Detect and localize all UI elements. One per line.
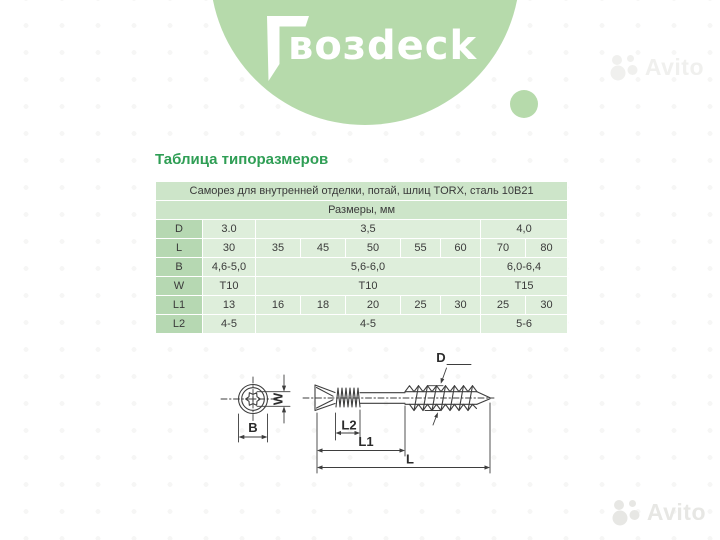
table-cell: 4,0 [481,220,568,239]
table-cell: 4-5 [256,315,481,334]
table-cell: 5,6-6,0 [256,258,481,277]
table-cell: T10 [203,277,256,296]
spec-table-rows [156,220,568,334]
table-cell: 25 [481,296,526,315]
dimension-label-l1: L1 [358,434,374,449]
table-cell: 45 [301,239,346,258]
brand-dot [510,90,538,118]
dimension-d [425,350,471,425]
table-cell: 5-6 [481,315,568,334]
spec-table [155,181,568,334]
table-cell: T10 [256,277,481,296]
dimension-label-l: L [406,451,414,467]
table-cell: 70 [481,239,526,258]
table-cell: 80 [526,239,568,258]
table-row-label: L2 [156,315,203,334]
table-row [156,277,568,296]
table-row-label: L [156,239,203,258]
dimension-l2 [336,410,361,440]
avito-watermark-bottom [610,497,706,527]
table-cell: 13 [203,296,256,315]
table-cell: 30 [526,296,568,315]
table-cell: 35 [256,239,301,258]
avito-logo-icon [610,497,644,527]
screw-diagram [215,348,507,482]
table-cell: 16 [256,296,301,315]
screw-head-top-view [221,375,290,442]
table-row [156,239,568,258]
table-row-label: W [156,277,203,296]
brand-logo-text: возdeck [288,23,478,69]
table-cell: 60 [441,239,481,258]
table-cell: 18 [301,296,346,315]
table-row-label: B [156,258,203,277]
table-cell: 3,5 [256,220,481,239]
page-title: Таблица типоразмеров [155,151,329,168]
table-cell: T15 [481,277,568,296]
table-title-cell: Саморез для внутренней отделки, потай, шлиц TORX, сталь 10В21 [156,182,568,201]
avito-watermark-top [608,52,704,82]
avito-logo-icon [608,52,642,82]
avito-watermark-label: Avito [646,498,706,525]
table-cell: 20 [346,296,401,315]
table-title-row [156,182,568,201]
table-cell: 25 [401,296,441,315]
dimension-label-l2: L2 [341,417,357,433]
table-row [156,258,568,277]
table-cell: 55 [401,239,441,258]
dimension-label-d: D [436,350,446,365]
dimension-l1 [317,406,405,473]
table-cell: 30 [203,239,256,258]
screw-side-view [303,385,494,411]
avito-watermark-label: Avito [644,53,704,80]
table-cell: 50 [346,239,401,258]
dimension-l [317,403,490,473]
dimension-label-w: W [270,392,286,406]
table-row [156,296,568,315]
table-cell: 4,6-5,0 [203,258,256,277]
table-units-row [156,201,568,220]
table-cell: 4-5 [203,315,256,334]
table-cell: 30 [441,296,481,315]
table-row [156,315,568,334]
table-row [156,220,568,239]
dimension-label-b: B [248,420,258,435]
table-cell: 6,0-6,4 [481,258,568,277]
table-row-label: D [156,220,203,239]
table-cell: 3.0 [203,220,256,239]
table-row-label: L1 [156,296,203,315]
table-units-cell: Размеры, мм [156,201,568,220]
